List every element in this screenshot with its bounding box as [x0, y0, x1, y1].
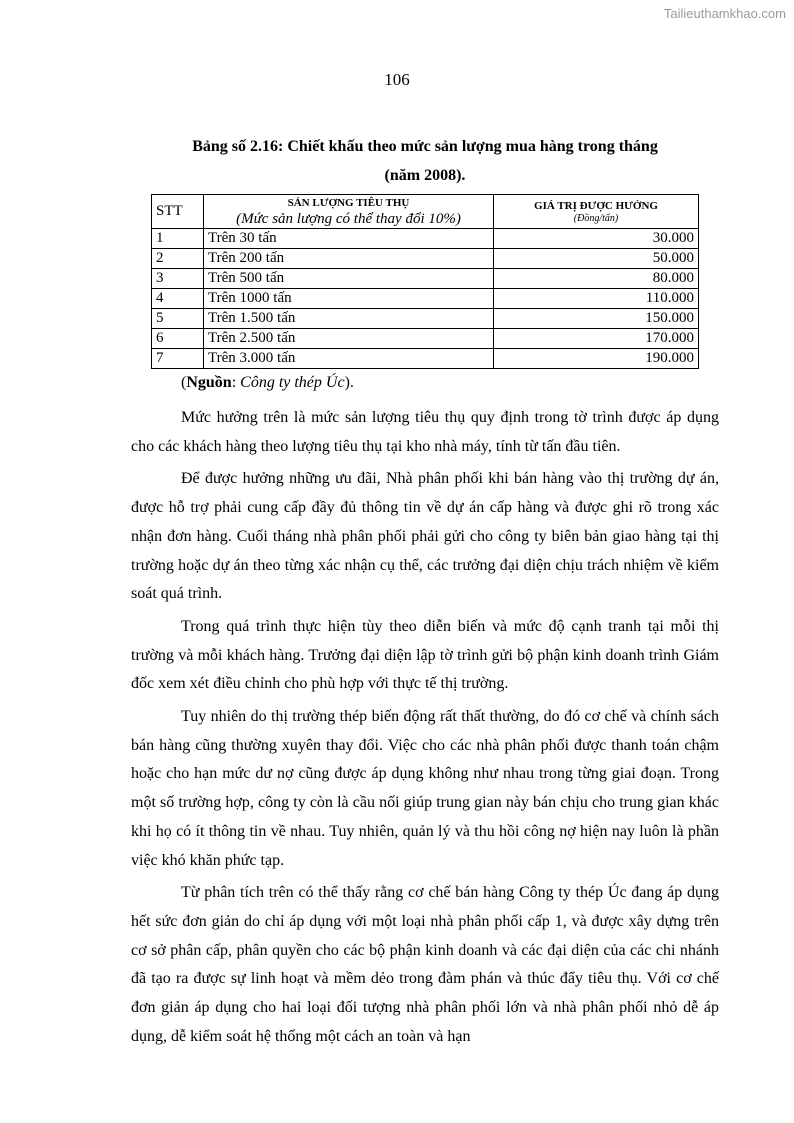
row-stt: 6	[152, 329, 204, 349]
row-volume: Trên 1.500 tấn	[204, 309, 494, 329]
paragraph: Mức hưởng trên là mức sản lượng tiêu thụ quy định trong tờ trình được áp dụng cho các khách hàng theo lượng tiêu thụ tại kho nhà máy, tính từ tấn đầu tiên.	[131, 409, 719, 455]
row-stt: 1	[152, 229, 204, 249]
row-value: 170.000	[494, 329, 699, 349]
source-close: ).	[344, 374, 354, 391]
source-label: Nguồn	[186, 374, 232, 391]
row-stt: 5	[152, 309, 204, 329]
row-stt: 7	[152, 349, 204, 369]
row-value: 50.000	[494, 249, 699, 269]
table-row	[152, 269, 699, 289]
source-sep: :	[231, 374, 241, 391]
source-text: Công ty thép Úc	[240, 374, 345, 391]
row-volume: Trên 3.000 tấn	[204, 349, 494, 369]
row-value: 80.000	[494, 269, 699, 289]
row-value: 150.000	[494, 309, 699, 329]
discount-table	[151, 194, 699, 369]
table-title	[140, 132, 710, 190]
header-value-unit: (Đồng/tấn)	[573, 213, 619, 224]
source-open: (	[181, 374, 187, 391]
row-volume: Trên 500 tấn	[204, 269, 494, 289]
table-title-line-1: Bảng số 2.16: Chiết khấu theo mức sản lượng mua hàng trong tháng	[192, 138, 658, 155]
header-volume-label: SẢN LƯỢNG TIÊU THỤ	[287, 197, 410, 209]
paragraph: Trong quá trình thực hiện tùy theo diễn biến và mức độ cạnh tranh tại mỗi thị trường và mỗi khách hàng. Trưởng đại diện lập tờ trình gửi bộ phận kinh doanh trình Giám đốc xem xét điều chỉnh cho phù hợp với thực tế thị trường.	[131, 617, 719, 693]
table-row	[152, 229, 699, 249]
table-title-line-2: (năm 2008).	[384, 167, 466, 184]
table-row	[152, 349, 699, 369]
page-number: 106	[384, 70, 410, 89]
table-row	[152, 329, 699, 349]
header-value	[494, 195, 699, 229]
table-row	[152, 289, 699, 309]
header-stt: STT	[152, 195, 204, 229]
table-row	[152, 309, 699, 329]
table-row	[152, 249, 699, 269]
row-stt: 3	[152, 269, 204, 289]
row-value: 110.000	[494, 289, 699, 309]
header-volume	[204, 195, 494, 229]
table-source	[181, 374, 354, 392]
row-volume: Trên 2.500 tấn	[204, 329, 494, 349]
row-volume: Trên 1000 tấn	[204, 289, 494, 309]
body-text	[131, 404, 719, 1055]
row-stt: 2	[152, 249, 204, 269]
table-header-row	[152, 195, 699, 229]
paragraph: Để được hưởng những ưu đãi, Nhà phân phối khi bán hàng vào thị trường dự án, được hỗ trợ phải cung cấp đầy đủ thông tin về dự án cấp hàng và được ghi rõ trong xác nhận đơn hàng. Cuối tháng nhà phân phối phải gửi cho công ty biên bản giao hàng tại thị trường hoặc dự án theo từng xác nhận cụ thể, các trưởng đại diện chịu trách nhiệm về kiểm soát quá trình.	[131, 470, 719, 603]
row-volume: Trên 30 tấn	[204, 229, 494, 249]
row-value: 30.000	[494, 229, 699, 249]
row-stt: 4	[152, 289, 204, 309]
watermark: Tailieuthamkhao.com	[663, 6, 786, 21]
row-value: 190.000	[494, 349, 699, 369]
header-volume-note: (Mức sản lượng có thể thay đổi 10%)	[236, 211, 461, 227]
row-volume: Trên 200 tấn	[204, 249, 494, 269]
paragraph: Từ phân tích trên có thể thấy rằng cơ chế bán hàng Công ty thép Úc đang áp dụng hết sức đơn giản do chỉ áp dụng với một loại nhà phân phối cấp 1, và được xây dựng trên cơ sở phân cấp, phân quyền cho các bộ phận kinh doanh và các đại diện của các chi nhánh đã tạo ra được sự linh hoạt và mềm dẻo trong đàm phán và thúc đẩy tiêu thụ. Với cơ chế đơn giản áp dụng cho hai loại đối tượng nhà phân phối lớn và nhà phân phối nhỏ dễ áp dụng, dễ kiểm soát hệ thống một cách an toàn và hạn	[131, 884, 719, 1045]
paragraph: Tuy nhiên do thị trường thép biến động rất thất thường, do đó cơ chế và chính sách bán hàng cũng thường xuyên thay đổi. Việc cho các nhà phân phối được thanh toán chậm hoặc cho hạn mức dư nợ cũng được áp dụng không như nhau trong từng giai đoạn. Trong một số trường hợp, công ty còn là cầu nối giúp trung gian này bán chịu cho trung gian khác khi họ có ít thông tin về nhau. Tuy nhiên, quản lý và thu hồi công nợ hiện nay luôn là phần việc khó khăn phức tạp.	[131, 708, 719, 869]
header-value-label: GIÁ TRỊ ĐƯỢC HƯỞNG	[534, 200, 658, 212]
